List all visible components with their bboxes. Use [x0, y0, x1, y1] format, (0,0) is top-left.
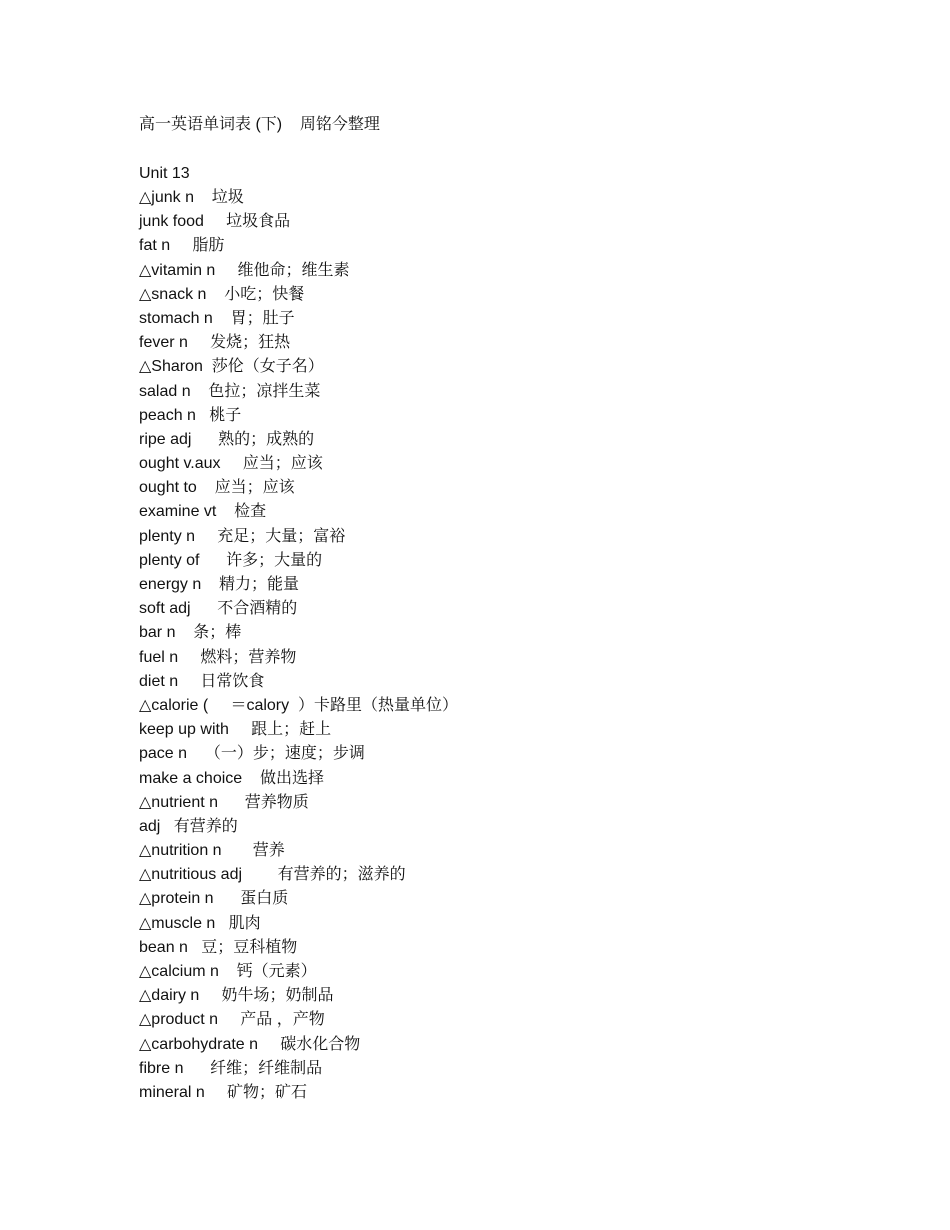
- vocabulary-entry: △calcium n 钙（元素）: [139, 963, 317, 980]
- vocabulary-entry: junk food 垃圾食品: [139, 213, 291, 231]
- vocabulary-entry: diet n 日常饮食: [139, 672, 265, 690]
- vocabulary-entry: △vitamin n 维他命；维生素: [139, 261, 350, 279]
- vocabulary-entry: △junk n 垃圾: [139, 189, 244, 206]
- vocabulary-entry: △nutrient n 营养物质: [139, 793, 309, 811]
- vocabulary-entry: △snack n 小吃；快餐: [139, 285, 305, 303]
- vocabulary-entry: mineral n 矿物；矿石: [139, 1083, 308, 1101]
- vocabulary-entry: fever n 发烧；狂热: [139, 334, 291, 352]
- vocabulary-entry: △Sharon 莎伦（女子名）: [139, 358, 324, 376]
- vocabulary-entry: △carbohydrate n 碳水化合物: [139, 1035, 361, 1053]
- vocabulary-entry: fat n 脂肪: [139, 237, 225, 255]
- vocabulary-entry: pace n （一）步；速度；步调: [139, 745, 365, 763]
- vocabulary-entry: keep up with 跟上；赶上: [139, 721, 332, 739]
- vocabulary-entry: bean n 豆；豆科植物: [139, 938, 298, 956]
- vocabulary-entry: △protein n 蛋白质: [139, 890, 289, 908]
- vocabulary-entry: fibre n 纤维；纤维制品: [139, 1059, 323, 1077]
- vocabulary-entry: soft adj 不合酒精的: [139, 600, 298, 618]
- vocabulary-entry: △muscle n 肌肉: [139, 914, 261, 932]
- unit-heading: Unit 13: [139, 165, 190, 182]
- vocabulary-entry: examine vt 检查: [139, 503, 267, 521]
- vocabulary-entry: salad n 色拉；凉拌生菜: [139, 382, 321, 400]
- vocabulary-entry: △dairy n 奶牛场；奶制品: [139, 987, 334, 1005]
- vocabulary-entry: ought v.aux 应当；应该: [139, 455, 323, 473]
- vocabulary-entry: stomach n 胃；肚子: [139, 309, 295, 327]
- document-title: 高一英语单词表 (下) 周铭今整理: [139, 116, 380, 133]
- vocabulary-entry: energy n 精力；能量: [139, 576, 300, 593]
- vocabulary-list: [139, 187, 458, 1106]
- vocabulary-entry: plenty of 许多；大量的: [139, 551, 323, 569]
- vocabulary-entry: bar n 条；棒: [139, 624, 242, 642]
- vocabulary-entry: ripe adj 熟的；成熟的: [139, 430, 315, 448]
- vocabulary-entry: make a choice 做出选择: [139, 769, 324, 787]
- vocabulary-entry: △product n 产品 ，产物: [139, 1011, 325, 1029]
- vocabulary-entry: ought to 应当；应该: [139, 479, 295, 497]
- vocabulary-entry: peach n 桃子: [139, 406, 242, 424]
- vocabulary-entry: △nutrition n 营养: [139, 842, 285, 860]
- vocabulary-entry: △calorie ( ＝calory ）卡路里（热量单位）: [139, 696, 459, 714]
- vocabulary-entry: adj 有营养的: [139, 817, 238, 835]
- vocabulary-entry: fuel n 燃料；营养物: [139, 648, 297, 666]
- vocabulary-entry: △nutritious adj 有营养的；滋养的: [139, 866, 406, 884]
- vocabulary-entry: plenty n 充足；大量；富裕: [139, 527, 346, 545]
